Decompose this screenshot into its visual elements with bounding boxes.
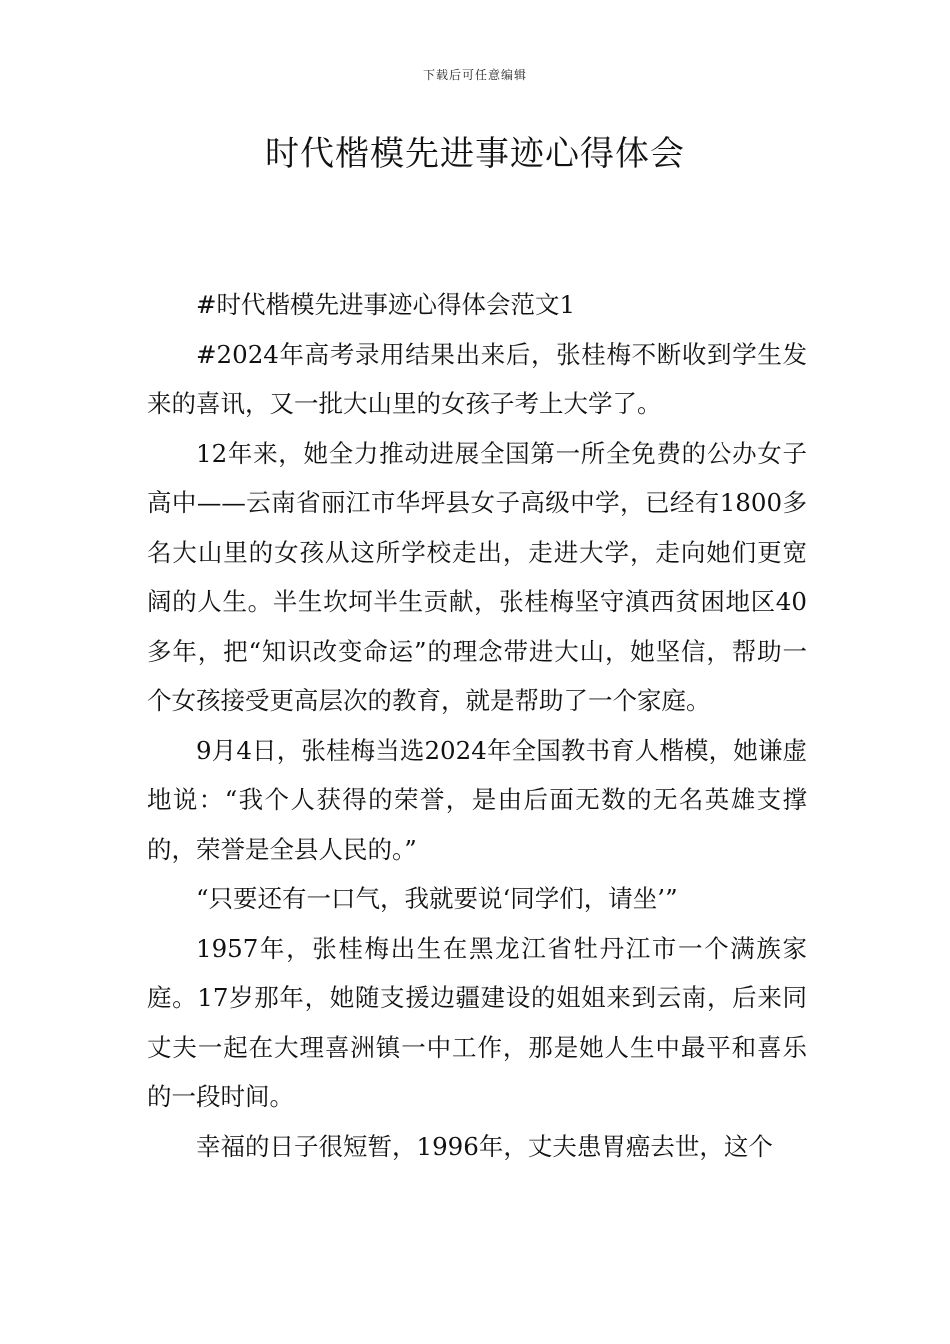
document-title: 时代楷模先进事迹心得体会 (265, 134, 685, 174)
paragraph: 幸福的日子很短暂，1996年，丈夫患胃癌去世，这个 (196, 1131, 773, 1161)
paragraph: 9月4日，张桂梅当选2024年全国教书育人楷模，她谦虚地说：“我个人获得的荣誉，是由后面无数的无名英雄支撑的，荣誉是全县人民的。” (147, 735, 807, 864)
document-body (147, 280, 807, 1171)
paragraph: #2024年高考录用结果出来后，张桂梅不断收到学生发来的喜讯，又一批大山里的女孩子考上大学了。 (147, 339, 807, 418)
paragraph: 1957年，张桂梅出生在黑龙江省牡丹江市一个满族家庭。17岁那年，她随支援边疆建设的姐姐来到云南，后来同丈夫一起在大理喜洲镇一中工作，那是她人生中最平和喜乐的一段时间。 (147, 933, 807, 1111)
paragraph: 12年来，她全力推动进展全国第一所全免费的公办女子高中——云南省丽江市华坪县女子高级中学，已经有1800多名大山里的女孩从这所学校走出，走进大学，走向她们更宽阔的人生。半生坎坷半生贡献，张桂梅坚守滇西贫困地区40多年，把“知识改变命运”的理念带进大山，她坚信，帮助一个女孩接受更高层次的教育，就是帮助了一个家庭。 (147, 438, 807, 715)
paragraph-subtitle: #时代楷模先进事迹心得体会范文1 (196, 290, 576, 319)
header-note: 下载后可任意编辑 (422, 68, 527, 82)
paragraph-quote-heading: “只要还有一口气，我就要说‘同学们，请坐’” (196, 884, 678, 913)
